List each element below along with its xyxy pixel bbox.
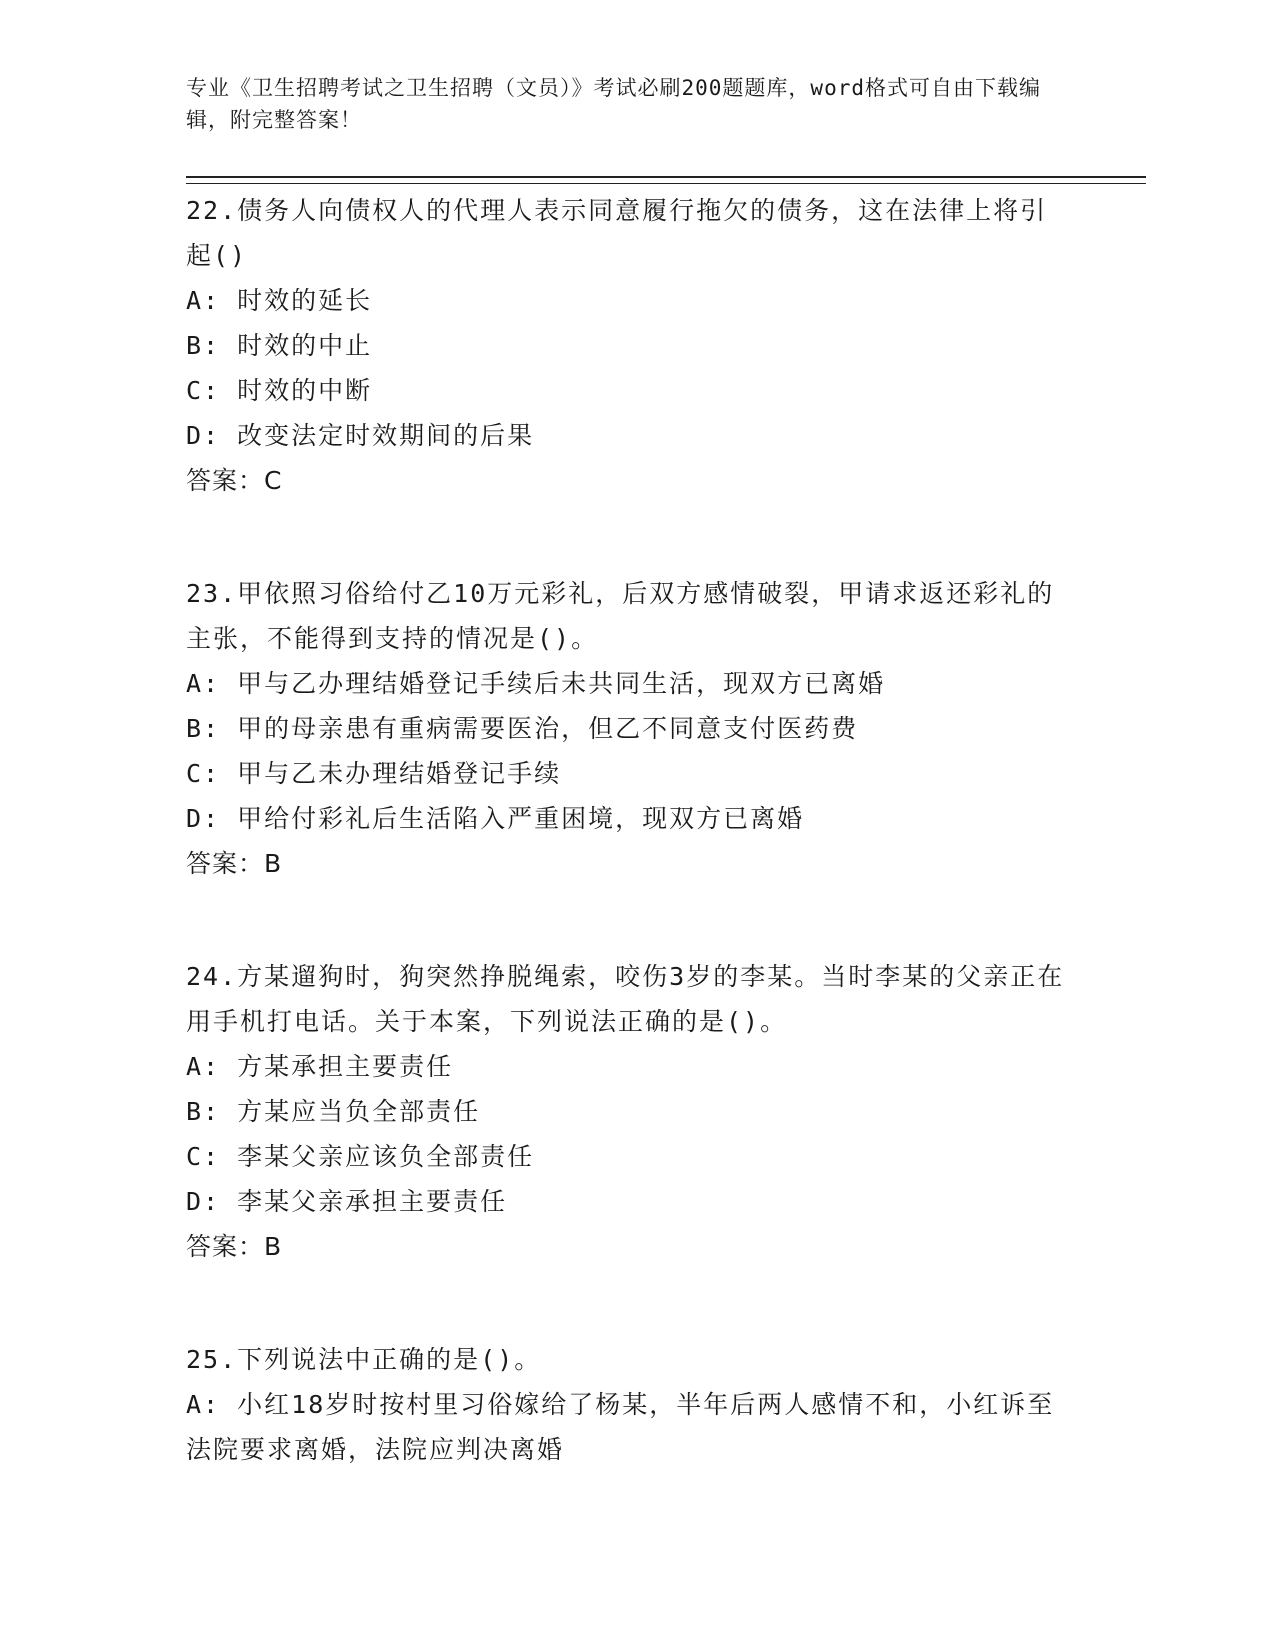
answer-label: 答案：B bbox=[186, 1232, 283, 1261]
question-23 bbox=[186, 571, 1066, 932]
option-a: A: 时效的延长 bbox=[186, 286, 373, 315]
question-24 bbox=[186, 954, 1066, 1315]
question-stem: 25.下列说法中正确的是()。 bbox=[186, 1345, 542, 1374]
question-stem: 23.甲依照习俗给付乙10万元彩礼，后双方感情破裂，甲请求返还彩礼的主张，不能得到支持的情况是()。 bbox=[186, 579, 1055, 653]
option-c: C: 甲与乙未办理结婚登记手续 bbox=[186, 759, 562, 788]
spacer bbox=[186, 1269, 1066, 1315]
document-header: 专业《卫生招聘考试之卫生招聘（文员）》考试必刷200题题库，word格式可自由下载编辑，附完整答案！ bbox=[186, 76, 1041, 132]
option-b: B: 方某应当负全部责任 bbox=[186, 1097, 481, 1126]
answer-label: 答案：C bbox=[186, 466, 283, 495]
option-d: D: 改变法定时效期间的后果 bbox=[186, 421, 535, 450]
spacer bbox=[186, 503, 1066, 549]
option-b: B: 时效的中止 bbox=[186, 331, 373, 360]
header-divider bbox=[186, 176, 1146, 184]
question-stem: 24.方某遛狗时，狗突然挣脱绳索，咬伤3岁的李某。当时李某的父亲正在用手机打电话。关于本案，下列说法正确的是()。 bbox=[186, 962, 1065, 1036]
answer-label: 答案：B bbox=[186, 849, 283, 878]
question-22 bbox=[186, 188, 1066, 549]
option-d: D: 李某父亲承担主要责任 bbox=[186, 1187, 508, 1216]
option-c: C: 李某父亲应该负全部责任 bbox=[186, 1142, 535, 1171]
question-list bbox=[186, 188, 1066, 1494]
option-a: A: 甲与乙办理结婚登记手续后未共同生活，现双方已离婚 bbox=[186, 669, 886, 698]
question-stem: 22.债务人向债权人的代理人表示同意履行拖欠的债务，这在法律上将引起() bbox=[186, 196, 1048, 270]
option-c: C: 时效的中断 bbox=[186, 376, 373, 405]
question-25 bbox=[186, 1337, 1066, 1472]
option-a: A: 小红18岁时按村里习俗嫁给了杨某，半年后两人感情不和，小红诉至法院要求离婚，法院应判决离婚 bbox=[186, 1390, 1055, 1464]
option-a: A: 方某承担主要责任 bbox=[186, 1052, 454, 1081]
option-b: B: 甲的母亲患有重病需要医治，但乙不同意支付医药费 bbox=[186, 714, 859, 743]
spacer bbox=[186, 886, 1066, 932]
option-d: D: 甲给付彩礼后生活陷入严重困境，现双方已离婚 bbox=[186, 804, 805, 833]
